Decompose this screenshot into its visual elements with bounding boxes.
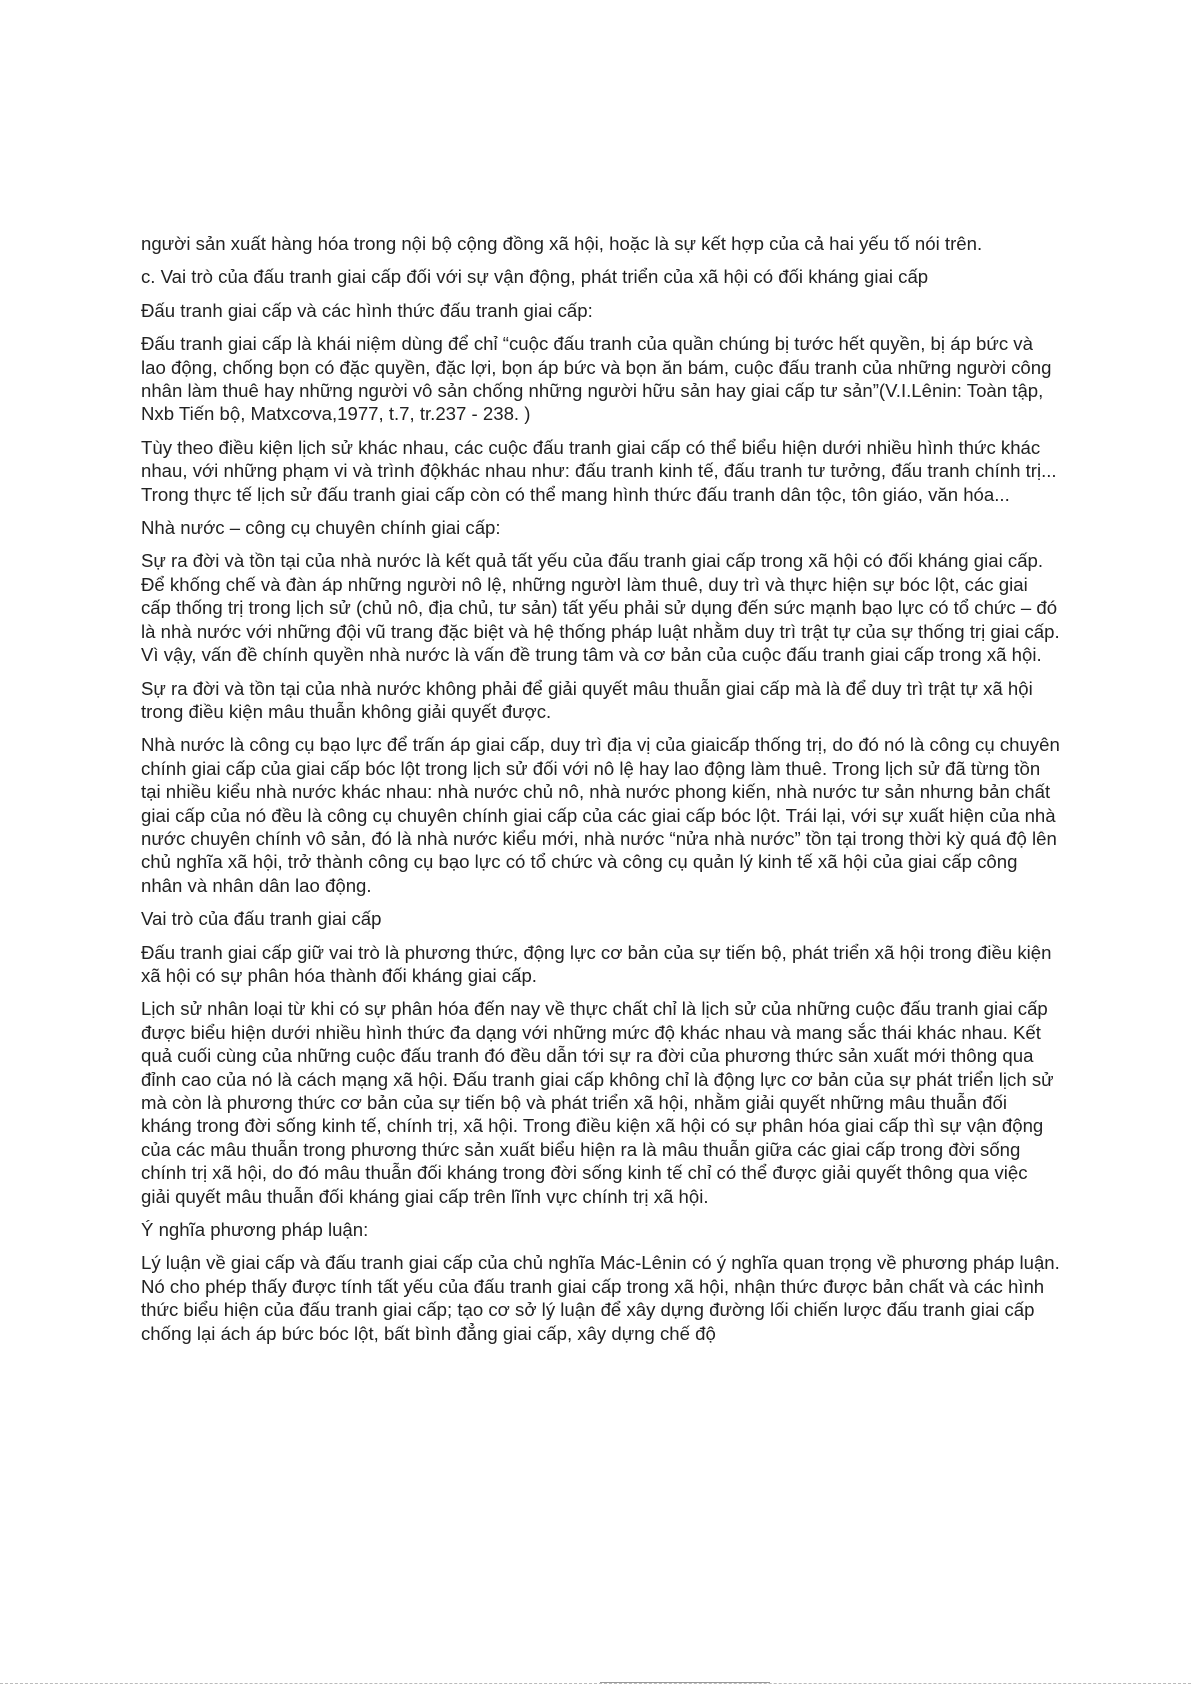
subheading: Vai trò của đấu tranh giai cấp	[141, 908, 382, 930]
paragraph: Lịch sử nhân loại từ khi có sự phân hóa đến nay về thực chất chỉ là lịch sử của những cuộc đấu tranh giai cấp được biểu hiện dưới nhiều hình thức đa dạng với những mức độ khác nhau và mang sắc thái khác nhau. Kết quả cuối cùng của những cuộc đấu tranh đó đều dẫn tới sự ra đời của phương thức sản xuất mới thông qua đỉnh cao của nó là cách mạng xã hội. Đấu tranh giai cấp không chỉ là động lực cơ bản của sự phát triển lịch sử mà còn là phương thức cơ bản của sự tiến bộ và phát triển xã hội, nhằm giải quyết những mâu thuẫn đối kháng trong đời sống kinh tế, chính trị, xã hội. Trong điều kiện xã hội có sự phân hóa giai cấp thì sự vận động của các mâu thuẫn trong phương thức sản xuất biểu hiện ra là mâu thuẫn giữa các giai cấp trong đời sống chính trị xã hội, do đó mâu thuẫn đối kháng trong đời sống kinh tế chỉ có thể được giải quyết thông qua việc giải quyết mâu thuẫn đối kháng giai cấp trên lĩnh vực chính trị xã hội.	[141, 998, 1054, 1207]
page-bottom-mark	[600, 1682, 770, 1683]
paragraph: Đấu tranh giai cấp giữ vai trò là phương thức, động lực cơ bản của sự tiến bộ, phát triển xã hội trong điều kiện xã hội có sự phân hóa thành đối kháng giai cấp.	[141, 941, 1052, 986]
paragraph: Đấu tranh giai cấp là khái niệm dùng để chỉ “cuộc đấu tranh của quần chúng bị tước hết quyền, bị áp bức và lao động, chống bọn có đặc quyền, đặc lợi, bọn áp bức và bọn ăn bám, cuộc đấu tranh của những người công nhân làm thuê hay những người vô sản chống những người hữu sản hay giai cấp tư sản”(V.I.Lênin: Toàn tập, Nxb Tiến bộ, Matxcơva,1977, t.7, tr.237 - 238. )	[141, 333, 1052, 425]
subheading: Ý nghĩa phương pháp luận:	[141, 1219, 369, 1241]
page-bottom-divider	[0, 1683, 1191, 1684]
section-heading: c. Vai trò của đấu tranh giai cấp đối với sự vận động, phát triển của xã hội có đối kháng giai cấp	[141, 266, 929, 288]
paragraph: Lý luận về giai cấp và đấu tranh giai cấp của chủ nghĩa Mác-Lênin có ý nghĩa quan trọng về phương pháp luận. Nó cho phép thấy được tính tất yếu của đấu tranh giai cấp trong xã hội, nhận thức được bản chất và các hình thức biểu hiện của đấu tranh giai cấp; tạo cơ sở lý luận để xây dựng đường lối chiến lược đấu tranh giai cấp chống lại ách áp bức bóc lột, bất bình đẳng giai cấp, xây dựng chế độ	[141, 1252, 1060, 1344]
paragraph: Nhà nước là công cụ bạo lực để trấn áp giai cấp, duy trì địa vị của giaicấp thống trị, do đó nó là công cụ chuyên chính giai cấp của giai cấp bóc lột trong lịch sử đối với nô lệ hay lao động làm thuê. Trong lịch sử đã từng tồn tại nhiều kiểu nhà nước khác nhau: nhà nước chủ nô, nhà nước phong kiến, nhà nước tư sản nhưng bản chất giai cấp của nó đều là công cụ chuyên chính giai cấp của các giai cấp bóc lột. Trái lại, với sự xuất hiện của nhà nước chuyên chính vô sản, đó là nhà nước kiểu mới, nhà nước “nửa nhà nước” tồn tại trong thời kỳ quá độ lên chủ nghĩa xã hội, trở thành công cụ bạo lực có tổ chức và công cụ quản lý kinh tế xã hội của giai cấp công nhân và nhân dân lao động.	[141, 734, 1060, 896]
paragraph: Tùy theo điều kiện lịch sử khác nhau, các cuộc đấu tranh giai cấp có thể biểu hiện dưới nhiều hình thức khác nhau, với những phạm vi và trình độkhác nhau như: đấu tranh kinh tế, đấu tranh tư tưởng, đấu tranh chính trị... Trong thực tế lịch sử đấu tranh giai cấp còn có thể mang hình thức đấu tranh dân tộc, tôn giáo, văn hóa...	[141, 436, 1057, 505]
document-body	[141, 232, 1061, 1355]
paragraph: Sự ra đời và tồn tại của nhà nước là kết quả tất yếu của đấu tranh giai cấp trong xã hội có đối kháng giai cấp. Để khống chế và đàn áp những người nô lệ, những ngườI làm thuê, duy trì và thực hiện sự bóc lột, các giai cấp thống trị trong lịch sử (chủ nô, địa chủ, tư sản) tất yếu phải sử dụng đến sức mạnh bạo lực có tổ chức – đó là nhà nước với những đội vũ trang đặc biệt và hệ thống pháp luật nhằm duy trì trật tự của sự thống trị giai cấp. Vì vậy, vấn đề chính quyền nhà nước là vấn đề trung tâm và cơ bản của cuộc đấu tranh giai cấp trong xã hội.	[141, 550, 1060, 666]
subheading: Nhà nước – công cụ chuyên chính giai cấp:	[141, 517, 501, 539]
subheading: Đấu tranh giai cấp và các hình thức đấu tranh giai cấp:	[141, 299, 593, 321]
paragraph: Sự ra đời và tồn tại của nhà nước không phải để giải quyết mâu thuẫn giai cấp mà là để duy trì trật tự xã hội trong điều kiện mâu thuẫn không giải quyết được.	[141, 677, 1033, 722]
paragraph: người sản xuất hàng hóa trong nội bộ cộng đồng xã hội, hoặc là sự kết hợp của cả hai yếu tố nói trên.	[141, 233, 983, 254]
